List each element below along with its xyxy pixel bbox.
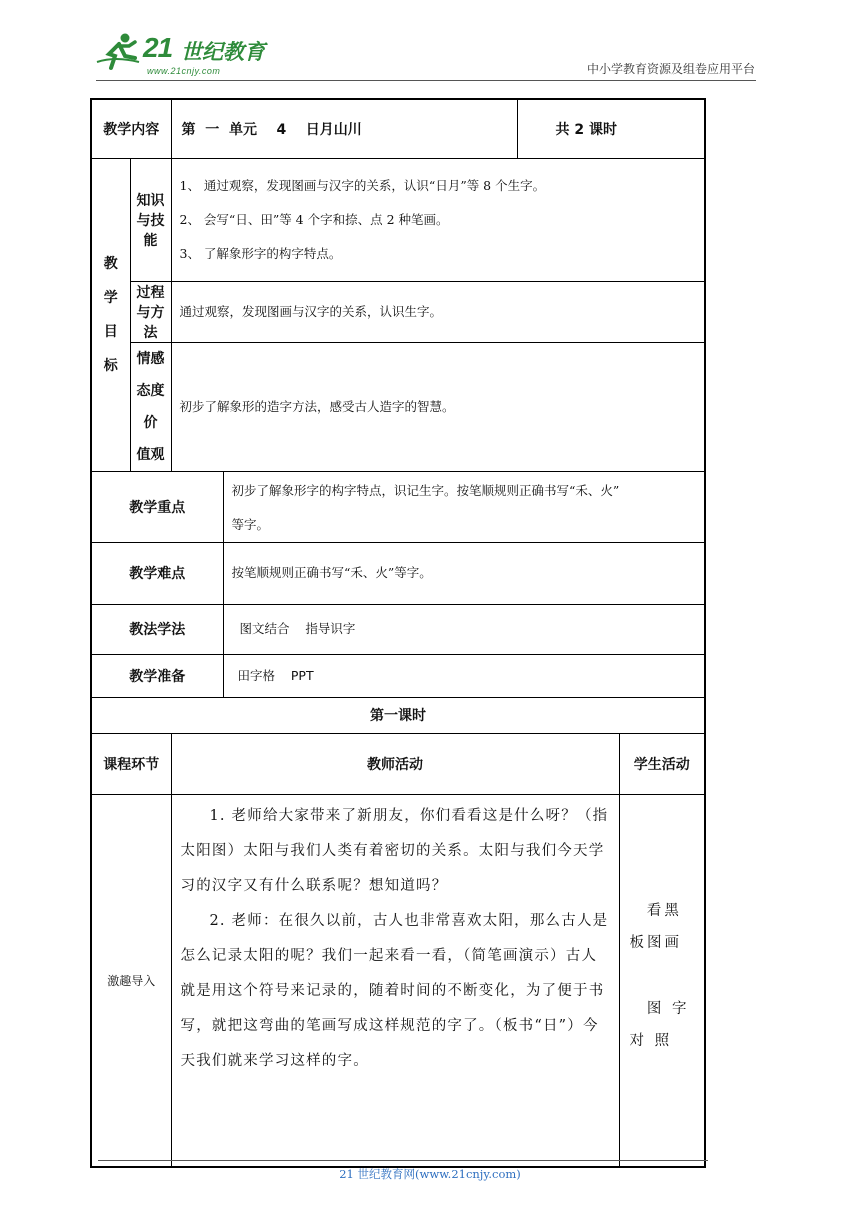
- difficulty-label: 教学难点: [91, 542, 223, 604]
- lesson-title: 第一课时: [91, 697, 705, 733]
- method-text: 图文结合 指导识字: [223, 604, 705, 654]
- platform-title: 中小学教育资源及组卷应用平台: [586, 62, 755, 76]
- knowledge-items: [171, 158, 705, 281]
- key-point-text: [223, 471, 705, 542]
- emotion-label-line: 值观: [136, 446, 165, 463]
- knowledge-item: 3、 了解象形字的构字特点。: [179, 245, 342, 261]
- content-label: 教学内容: [91, 99, 171, 158]
- footer-divider: [98, 1160, 708, 1161]
- key-point-line: 初步了解象形字的构字特点，识记生字。按笔顺规则正确书写“禾、火”: [231, 482, 620, 498]
- student-paragraph: 图 字 对 照: [629, 1000, 690, 1049]
- objectives-char: 教: [103, 255, 118, 272]
- logo-text: 世纪教育: [181, 40, 265, 64]
- preparation-label: 教学准备: [91, 654, 223, 697]
- logo-url: www.21cnjy.com: [147, 66, 221, 76]
- footer-link[interactable]: 21 世纪教育网(www.21cnjy.com): [339, 1167, 521, 1181]
- objectives-char: 学: [103, 289, 118, 306]
- knowledge-item: 1、 通过观察，发现图画与汉字的关系，认识“日月”等 8 个生字。: [179, 177, 546, 193]
- logo-number: 21: [143, 32, 173, 63]
- difficulty-text: 按笔顺规则正确书写“禾、火”等字。: [223, 542, 705, 604]
- column-student: 学生活动: [619, 733, 705, 794]
- knowledge-item: 2、 会写“日、田”等 4 个字和捺、点 2 种笔画。: [179, 211, 449, 227]
- page-header: [0, 0, 860, 80]
- method-label: 教法学法: [91, 604, 223, 654]
- teacher-activity: [171, 794, 619, 1167]
- runner-icon: [95, 32, 141, 72]
- key-point-line: 等字。: [231, 516, 270, 532]
- column-teacher: 教师活动: [171, 733, 619, 794]
- process-label: 过程与方法: [130, 281, 171, 342]
- preparation-text: 田字格 PPT: [223, 654, 705, 697]
- teacher-paragraph: 1. 老师给大家带来了新朋友，你们看看这是什么呀？（指太阳图）太阳与我们人类有着密切的关系。太阳与我们今天学习的汉字又有什么联系呢？想知道吗？: [180, 807, 609, 894]
- lesson-plan-table: [90, 98, 706, 1168]
- objectives-side-label: [91, 158, 130, 471]
- period-count: 共 2 课时: [517, 99, 705, 158]
- emotion-text: 初步了解象形的造字方法，感受古人造字的智慧。: [171, 342, 705, 471]
- column-stage: 课程环节: [91, 733, 171, 794]
- stage-name: 激趣导入: [91, 794, 171, 1167]
- teacher-paragraph: 2. 老师：在很久以前，古人也非常喜欢太阳，那么古人是怎么记录太阳的呢？我们一起来看一看，（简笔画演示）古人就是用这个符号来记录的，随着时间的不断变化，为了便于书写，就把这弯曲的笔画写成这样规范的字了。（板书“日”）今天我们就来学习这样的字。: [180, 912, 609, 1069]
- objectives-char: 标: [103, 357, 118, 374]
- knowledge-label: 知识与技能: [130, 158, 171, 281]
- header-divider: [96, 80, 756, 81]
- emotion-label-line: 情感态度价: [136, 350, 165, 431]
- process-text: 通过观察，发现图画与汉字的关系，认识生字。: [171, 281, 705, 342]
- unit-title: 第 一 单元 4 日月山川: [171, 99, 517, 158]
- objectives-char: 目: [103, 323, 118, 340]
- student-activity: [619, 794, 705, 1167]
- student-paragraph: 看黑板图画: [629, 902, 683, 951]
- site-logo[interactable]: [95, 30, 265, 80]
- emotion-label: [130, 342, 171, 471]
- key-point-label: 教学重点: [91, 471, 223, 542]
